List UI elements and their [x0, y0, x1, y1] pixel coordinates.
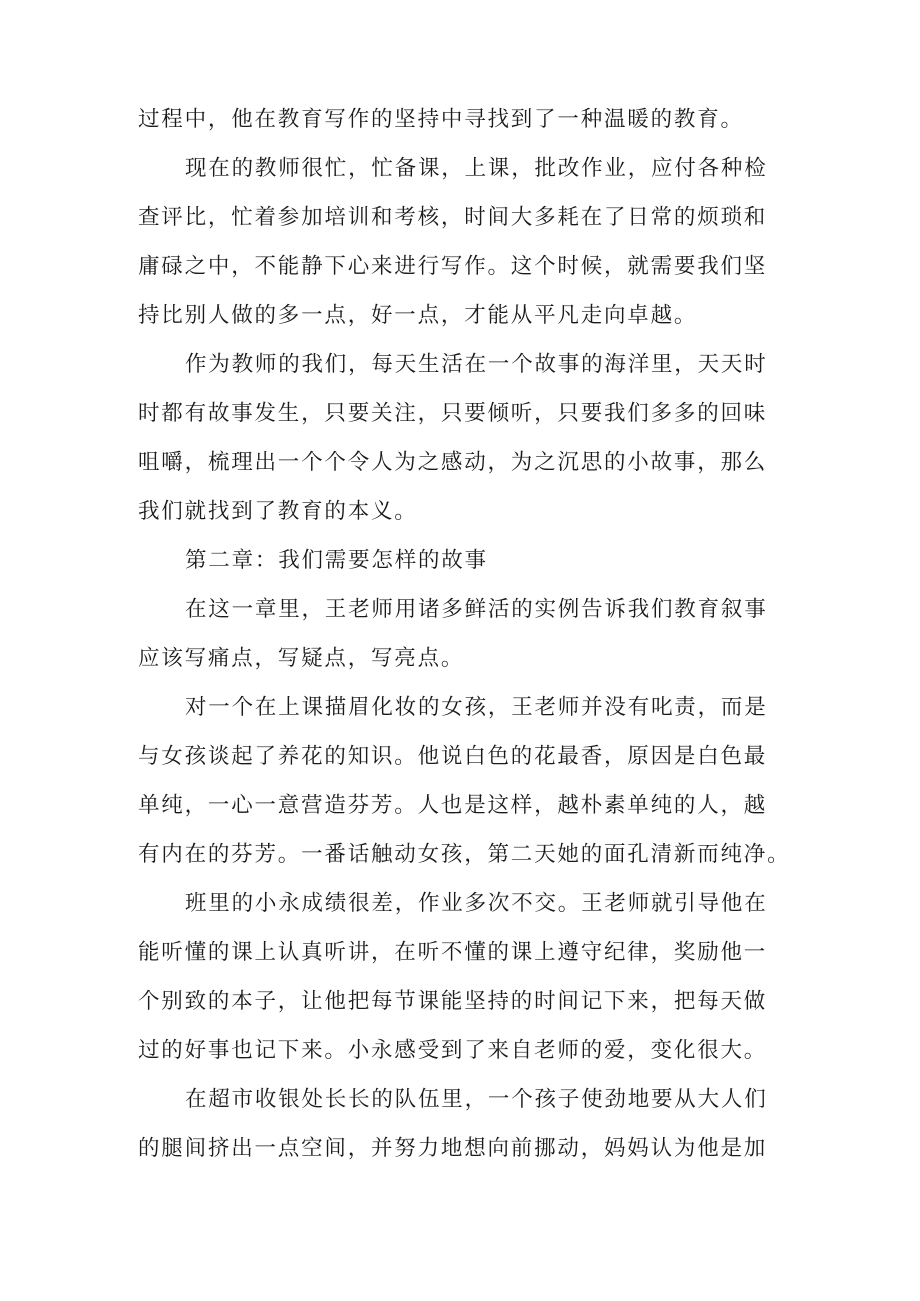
text-line: 过程中，他在教育写作的坚持中寻找到了一种温暖的教育。 [138, 107, 744, 132]
text-line: 过的好事也记下来。小永感受到了来自老师的爱，变化很大。 [138, 1038, 768, 1063]
text-line: 有内在的芬芳。一番话触动女孩，第二天她的面孔清新而纯净。 [138, 842, 791, 867]
text-line: 单纯，一心一意营造芬芳。人也是这样，越朴素单纯的人，越 [138, 793, 768, 818]
document-body [138, 95, 791, 1173]
text-line: 时都有故事发生，只要关注，只要倾听，只要我们多多的回味 [138, 401, 768, 426]
text-line: 我们就找到了教育的本义。 [138, 499, 418, 524]
text-line: 在这一章里，王老师用诸多鲜活的实例告诉我们教育叙事 [185, 597, 768, 622]
text-line: 对一个在上课描眉化妆的女孩，王老师并没有叱责，而是 [185, 695, 768, 720]
text-line: 在超市收银处长长的队伍里，一个孩子使劲地要从大人们 [185, 1087, 768, 1112]
text-line: 第二章：我们需要怎样的故事 [185, 548, 488, 573]
text-line: 的腿间挤出一点空间，并努力地想向前挪动，妈妈认为他是加 [138, 1136, 768, 1161]
text-line: 能听懂的课上认真听讲，在听不懂的课上遵守纪律，奖励他一 [138, 940, 768, 965]
text-line: 个别致的本子，让他把每节课能坚持的时间记下来，把每天做 [138, 989, 768, 1014]
text-line: 咀嚼，梳理出一个个令人为之感动，为之沉思的小故事，那么 [138, 450, 768, 475]
text-line: 查评比，忙着参加培训和考核，时间大多耗在了日常的烦琐和 [138, 205, 768, 230]
text-line: 应该写痛点，写疑点，写亮点。 [138, 646, 465, 671]
text-line: 作为教师的我们，每天生活在一个故事的海洋里，天天时 [185, 352, 768, 377]
text-line: 班里的小永成绩很差，作业多次不交。王老师就引导他在 [185, 891, 768, 916]
text-line: 与女孩谈起了养花的知识。他说白色的花最香，原因是白色最 [138, 744, 768, 769]
text-line: 庸碌之中，不能静下心来进行写作。这个时候，就需要我们坚 [138, 254, 768, 279]
text-line: 持比别人做的多一点，好一点，才能从平凡走向卓越。 [138, 303, 698, 328]
text-line: 现在的教师很忙，忙备课，上课，批改作业，应付各种检 [185, 156, 768, 181]
